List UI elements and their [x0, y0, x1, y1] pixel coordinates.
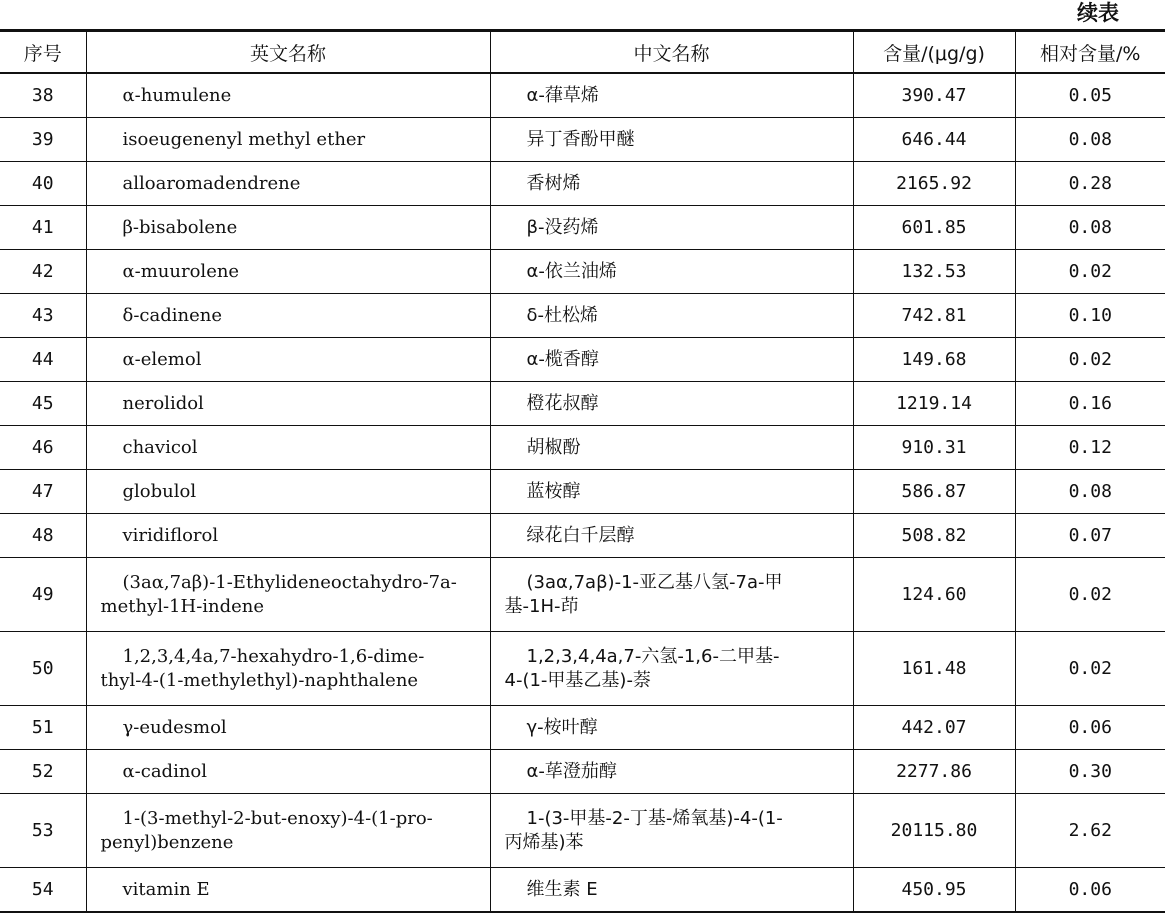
cell-index: 41: [0, 206, 86, 250]
cell-chinese-name: [490, 750, 853, 794]
chinese-name-line2: 丙烯基)苯: [504, 831, 584, 853]
english-name-text: α-muurolene: [122, 260, 240, 282]
chinese-name-line2: 基-1H-茚: [504, 595, 579, 617]
table-row: [0, 514, 1165, 558]
cell-chinese-name: [490, 868, 853, 913]
cell-index: 50: [0, 632, 86, 706]
chinese-name-text: β-没药烯: [526, 216, 599, 238]
cell-relative-content: 0.02: [1015, 250, 1165, 294]
cell-index: 42: [0, 250, 86, 294]
cell-index: 46: [0, 426, 86, 470]
cell-english-name: [86, 206, 490, 250]
table-row: [0, 868, 1165, 913]
compound-content-table: [0, 29, 1165, 913]
header-relative-content: 相对含量/%: [1015, 31, 1165, 74]
chinese-name-line1: (3aα,7aβ)-1-亚乙基八氢-7a-甲: [526, 571, 783, 593]
chinese-name-text: 香树烯: [526, 172, 581, 194]
cell-chinese-name: [490, 426, 853, 470]
table-row: [0, 250, 1165, 294]
english-name-text: alloaromadendrene: [122, 172, 301, 194]
cell-content: 161.48: [853, 632, 1015, 706]
cell-english-name: [86, 162, 490, 206]
chinese-name-line1: 1-(3-甲基-2-丁基-烯氧基)-4-(1-: [526, 807, 783, 829]
cell-relative-content: 0.12: [1015, 426, 1165, 470]
cell-content: 442.07: [853, 706, 1015, 750]
cell-english-name: [86, 470, 490, 514]
cell-chinese-name: [490, 558, 853, 632]
cell-relative-content: 0.07: [1015, 514, 1165, 558]
cell-content: 646.44: [853, 118, 1015, 162]
cell-english-name: [86, 794, 490, 868]
header-content: 含量/(μg/g): [853, 31, 1015, 74]
cell-english-name: [86, 382, 490, 426]
cell-index: 48: [0, 514, 86, 558]
chinese-name-text: γ-桉叶醇: [526, 716, 598, 738]
english-name-text: viridiflorol: [122, 524, 219, 546]
chinese-name-text: α-葎草烯: [526, 84, 599, 106]
table-row: [0, 294, 1165, 338]
cell-index: 49: [0, 558, 86, 632]
english-name-text: nerolidol: [122, 392, 204, 414]
chinese-name-text: α-依兰油烯: [526, 260, 617, 282]
chinese-name-text: 异丁香酚甲醚: [526, 128, 635, 150]
table-row: [0, 632, 1165, 706]
cell-index: 43: [0, 294, 86, 338]
cell-index: 51: [0, 706, 86, 750]
cell-chinese-name: [490, 118, 853, 162]
chinese-name-text: 维生素 E: [526, 878, 598, 900]
cell-relative-content: 0.02: [1015, 338, 1165, 382]
cell-english-name: [86, 426, 490, 470]
english-name-line1: 1,2,3,4,4a,7-hexahydro-1,6-dime-: [122, 645, 425, 667]
cell-relative-content: 0.02: [1015, 558, 1165, 632]
cell-content: 601.85: [853, 206, 1015, 250]
cell-english-name: [86, 706, 490, 750]
cell-content: 2165.92: [853, 162, 1015, 206]
english-name-text: α-humulene: [122, 84, 232, 106]
english-name-line1: (3aα,7aβ)-1-Ethylideneoctahydro-7a-: [122, 571, 457, 593]
cell-index: 52: [0, 750, 86, 794]
cell-chinese-name: [490, 632, 853, 706]
chinese-name-line1: 1,2,3,4,4a,7-六氢-1,6-二甲基-: [526, 645, 780, 667]
cell-content: 910.31: [853, 426, 1015, 470]
cell-relative-content: 0.02: [1015, 632, 1165, 706]
cell-english-name: [86, 73, 490, 118]
cell-english-name: [86, 250, 490, 294]
table-row: [0, 73, 1165, 118]
table-row: [0, 118, 1165, 162]
cell-relative-content: 0.16: [1015, 382, 1165, 426]
header-index: 序号: [23, 42, 62, 65]
cell-content: 124.60: [853, 558, 1015, 632]
cell-english-name: [86, 514, 490, 558]
cell-content: 508.82: [853, 514, 1015, 558]
cell-relative-content: 0.06: [1015, 706, 1165, 750]
cell-index: 40: [0, 162, 86, 206]
chinese-name-text: δ-杜松烯: [526, 304, 599, 326]
cell-chinese-name: [490, 250, 853, 294]
english-name-text: γ-eudesmol: [122, 716, 227, 738]
cell-relative-content: 0.08: [1015, 470, 1165, 514]
cell-content: 390.47: [853, 73, 1015, 118]
cell-english-name: [86, 294, 490, 338]
table-header-row: [0, 31, 1165, 74]
cell-index: 38: [0, 73, 86, 118]
header-chinese-name: 中文名称: [490, 31, 853, 74]
cell-english-name: [86, 632, 490, 706]
english-name-line1: 1-(3-methyl-2-but-enoxy)-4-(1-pro-: [122, 807, 433, 829]
cell-chinese-name: [490, 162, 853, 206]
english-name-text: α-elemol: [122, 348, 202, 370]
english-name-text: β-bisabolene: [122, 216, 238, 238]
cell-index: 39: [0, 118, 86, 162]
chinese-name-text: 胡椒酚: [526, 436, 581, 458]
table-row: [0, 382, 1165, 426]
table-row: [0, 794, 1165, 868]
cell-english-name: [86, 558, 490, 632]
english-name-line2: methyl-1H-indene: [100, 595, 265, 617]
cell-index: 45: [0, 382, 86, 426]
english-name-text: globulol: [122, 480, 197, 502]
cell-relative-content: 2.62: [1015, 794, 1165, 868]
cell-content: 742.81: [853, 294, 1015, 338]
table-row: [0, 162, 1165, 206]
cell-chinese-name: [490, 206, 853, 250]
cell-relative-content: 0.08: [1015, 206, 1165, 250]
english-name-text: isoeugenenyl methyl ether: [122, 128, 366, 150]
english-name-text: δ-cadinene: [122, 304, 223, 326]
table-row: [0, 206, 1165, 250]
cell-content: 586.87: [853, 470, 1015, 514]
cell-relative-content: 0.06: [1015, 868, 1165, 913]
header-english-name: 英文名称: [86, 31, 490, 74]
cell-relative-content: 0.28: [1015, 162, 1165, 206]
chinese-name-line2: 4-(1-甲基乙基)-萘: [504, 669, 651, 691]
chinese-name-text: 绿花白千层醇: [526, 524, 635, 546]
english-name-text: chavicol: [122, 436, 198, 458]
cell-chinese-name: [490, 706, 853, 750]
cell-chinese-name: [490, 338, 853, 382]
cell-index: 44: [0, 338, 86, 382]
cell-relative-content: 0.30: [1015, 750, 1165, 794]
table-row: [0, 750, 1165, 794]
cell-index: 47: [0, 470, 86, 514]
table-row: [0, 470, 1165, 514]
cell-relative-content: 0.08: [1015, 118, 1165, 162]
chinese-name-text: 蓝桉醇: [526, 480, 581, 502]
cell-english-name: [86, 868, 490, 913]
cell-english-name: [86, 118, 490, 162]
cell-chinese-name: [490, 470, 853, 514]
cell-relative-content: 0.10: [1015, 294, 1165, 338]
english-name-line2: penyl)benzene: [100, 831, 234, 853]
cell-chinese-name: [490, 794, 853, 868]
chinese-name-text: α-榄香醇: [526, 348, 599, 370]
cell-content: 20115.80: [853, 794, 1015, 868]
cell-content: 450.95: [853, 868, 1015, 913]
cell-chinese-name: [490, 382, 853, 426]
table-row: [0, 558, 1165, 632]
cell-content: 149.68: [853, 338, 1015, 382]
cell-english-name: [86, 338, 490, 382]
cell-index: 54: [0, 868, 86, 913]
chinese-name-text: α-荜澄茄醇: [526, 760, 617, 782]
table-row: [0, 706, 1165, 750]
cell-content: 2277.86: [853, 750, 1015, 794]
cell-chinese-name: [490, 73, 853, 118]
cell-relative-content: 0.05: [1015, 73, 1165, 118]
cell-chinese-name: [490, 514, 853, 558]
chinese-name-text: 橙花叔醇: [526, 392, 599, 414]
english-name-text: vitamin E: [122, 878, 210, 900]
cell-chinese-name: [490, 294, 853, 338]
english-name-text: α-cadinol: [122, 760, 208, 782]
english-name-line2: thyl-4-(1-methylethyl)-naphthalene: [100, 669, 419, 691]
table-row: [0, 338, 1165, 382]
cell-content: 1219.14: [853, 382, 1015, 426]
cell-english-name: [86, 750, 490, 794]
cell-index: 53: [0, 794, 86, 868]
continued-table-label: 续表: [1077, 1, 1119, 25]
cell-content: 132.53: [853, 250, 1015, 294]
table-row: [0, 426, 1165, 470]
